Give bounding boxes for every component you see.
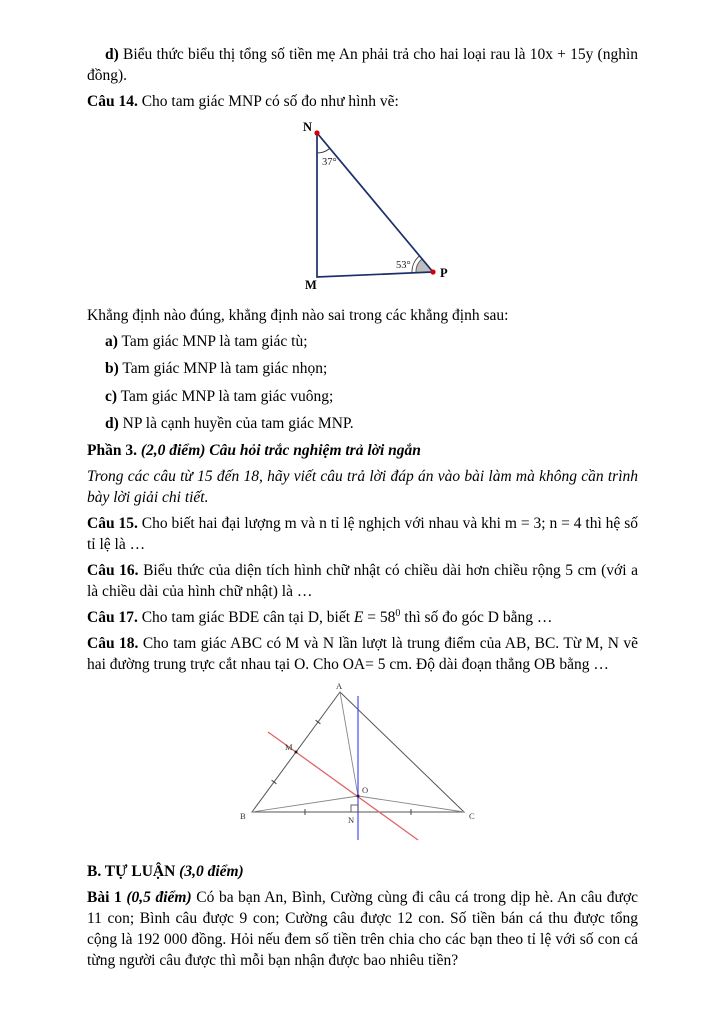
cau14-label: Câu 14.	[87, 93, 138, 111]
option-a-label: a)	[105, 333, 118, 351]
vertex-p-dot	[430, 270, 435, 275]
cau16-text: Biểu thức của diện tích hình chữ nhật có chiều dài hơn chiều rộng 5 cm (với a là chiều dài của hình chữ nhật) là …	[87, 562, 638, 601]
label-m: M	[285, 742, 293, 753]
angle-p-value: 53°	[395, 260, 411, 272]
option-d-label: d)	[105, 414, 119, 432]
tu-luan-points: (3,0 điểm)	[179, 862, 244, 880]
label-n: N	[348, 815, 355, 826]
label-c: C	[469, 811, 475, 822]
option-c-label: c)	[105, 387, 118, 405]
triangle-abc-svg	[240, 680, 485, 848]
label-n: N	[302, 120, 312, 135]
tu-luan-label: B. TỰ LUẬN	[87, 862, 176, 880]
tick-mb	[272, 781, 277, 785]
angle-n-value: 37°	[321, 157, 337, 169]
label-o: O	[362, 785, 369, 796]
paragraph-cau15	[87, 513, 638, 555]
point-o-dot	[357, 795, 360, 798]
cau17-post: thì số đo góc D bằng …	[404, 609, 553, 627]
triangle-mnp-outline	[317, 133, 433, 277]
paragraph-cau17	[87, 607, 638, 628]
label-b: B	[240, 811, 246, 822]
option-b-label: b)	[105, 360, 119, 378]
right-angle-marker	[351, 805, 358, 812]
point-m-dot	[295, 751, 298, 754]
triangle-mnp-svg	[273, 117, 453, 293]
paragraph-bai1	[87, 887, 638, 971]
paragraph-statement-intro: Khẳng định nào đúng, khẳng định nào sai trong các khẳng định sau:	[87, 307, 509, 325]
phan3-label: Phần 3.	[87, 441, 137, 459]
cau16-label: Câu 16.	[87, 562, 139, 580]
vertex-n-dot	[314, 131, 319, 136]
item-d-label: d)	[105, 46, 119, 63]
option-c	[105, 386, 638, 407]
paragraph-instruction: Trong các câu từ 15 đến 18, hãy viết câu trả lời đáp án vào bài làm mà không cần trình bày lời giải chi tiết.	[87, 467, 638, 506]
item-d-text: Biểu thức biểu thị tổng số tiền mẹ An phải trả cho hai loại rau là 10x + 15y (nghìn đồng).	[87, 46, 639, 85]
segment-oa	[340, 692, 358, 796]
cau14-text: Cho tam giác MNP có số đo như hình vẽ:	[141, 93, 399, 111]
bai1-text: Có ba bạn An, Bình, Cường cùng đi câu cá trong dịp hè. An câu được 11 con; Bình câu được 9 con; Cường câu được 12 con. Số tiền bán cá thu được tổng cộng là 192 000 đồng. Hỏi nếu đem số tiền trên chia cho các bạn theo tỉ lệ với số con cá từng người câu được thì mỗi bạn nhận được bao nhiêu tiền?	[87, 888, 639, 969]
paragraph-cau14	[87, 91, 638, 112]
figure-triangle-mnp	[87, 117, 638, 299]
option-d	[105, 413, 638, 434]
angle-n-arc	[317, 149, 330, 154]
cau17-math-eq: = 58	[367, 609, 396, 627]
cau15-label: Câu 15.	[87, 514, 138, 532]
label-p: P	[439, 266, 448, 281]
paragraph-cau16	[87, 560, 638, 602]
cau17-label: Câu 17.	[87, 609, 138, 627]
paragraph-item-d	[87, 44, 638, 86]
option-a-text: Tam giác MNP là tam giác tù;	[121, 333, 308, 351]
cau17-pre: Cho tam giác BDE cân tại D, biết	[141, 609, 351, 627]
cau15-text: Cho biết hai đại lượng m và n tỉ lệ nghịch với nhau và khi m = 3; n = 4 thì hệ số tỉ lệ là …	[87, 514, 638, 554]
option-a	[105, 331, 638, 352]
figure-triangle-abc	[87, 680, 638, 854]
heading-tu-luan	[87, 861, 638, 882]
option-b	[105, 358, 638, 379]
cau18-text: Cho tam giác ABC có M và N lần lượt là trung điểm của AB, BC. Từ M, N vẽ hai đường trung trực cắt nhau tại O. Cho OA= 5 cm. Độ dài đoạn thẳng OB bằng …	[87, 635, 638, 674]
bai1-label: Bài 1	[87, 888, 122, 906]
paragraph-cau18	[87, 633, 638, 675]
cau17-math-var: E	[353, 609, 364, 627]
label-a: A	[336, 681, 343, 692]
option-d-text: NP là cạnh huyền của tam giác MNP.	[122, 414, 354, 432]
heading-phan3	[87, 440, 638, 461]
phan3-title: (2,0 điểm) Câu hỏi trắc nghiệm trả lời ngắn	[140, 441, 421, 459]
label-m: M	[304, 278, 317, 293]
tick-am	[316, 721, 321, 725]
option-b-text: Tam giác MNP là tam giác nhọn;	[122, 360, 328, 378]
cau17-math-sup: 0	[395, 608, 401, 620]
cau18-label: Câu 18.	[87, 635, 139, 653]
bai1-points: (0,5 điểm)	[126, 888, 192, 906]
option-c-text: Tam giác MNP là tam giác vuông;	[120, 387, 334, 405]
